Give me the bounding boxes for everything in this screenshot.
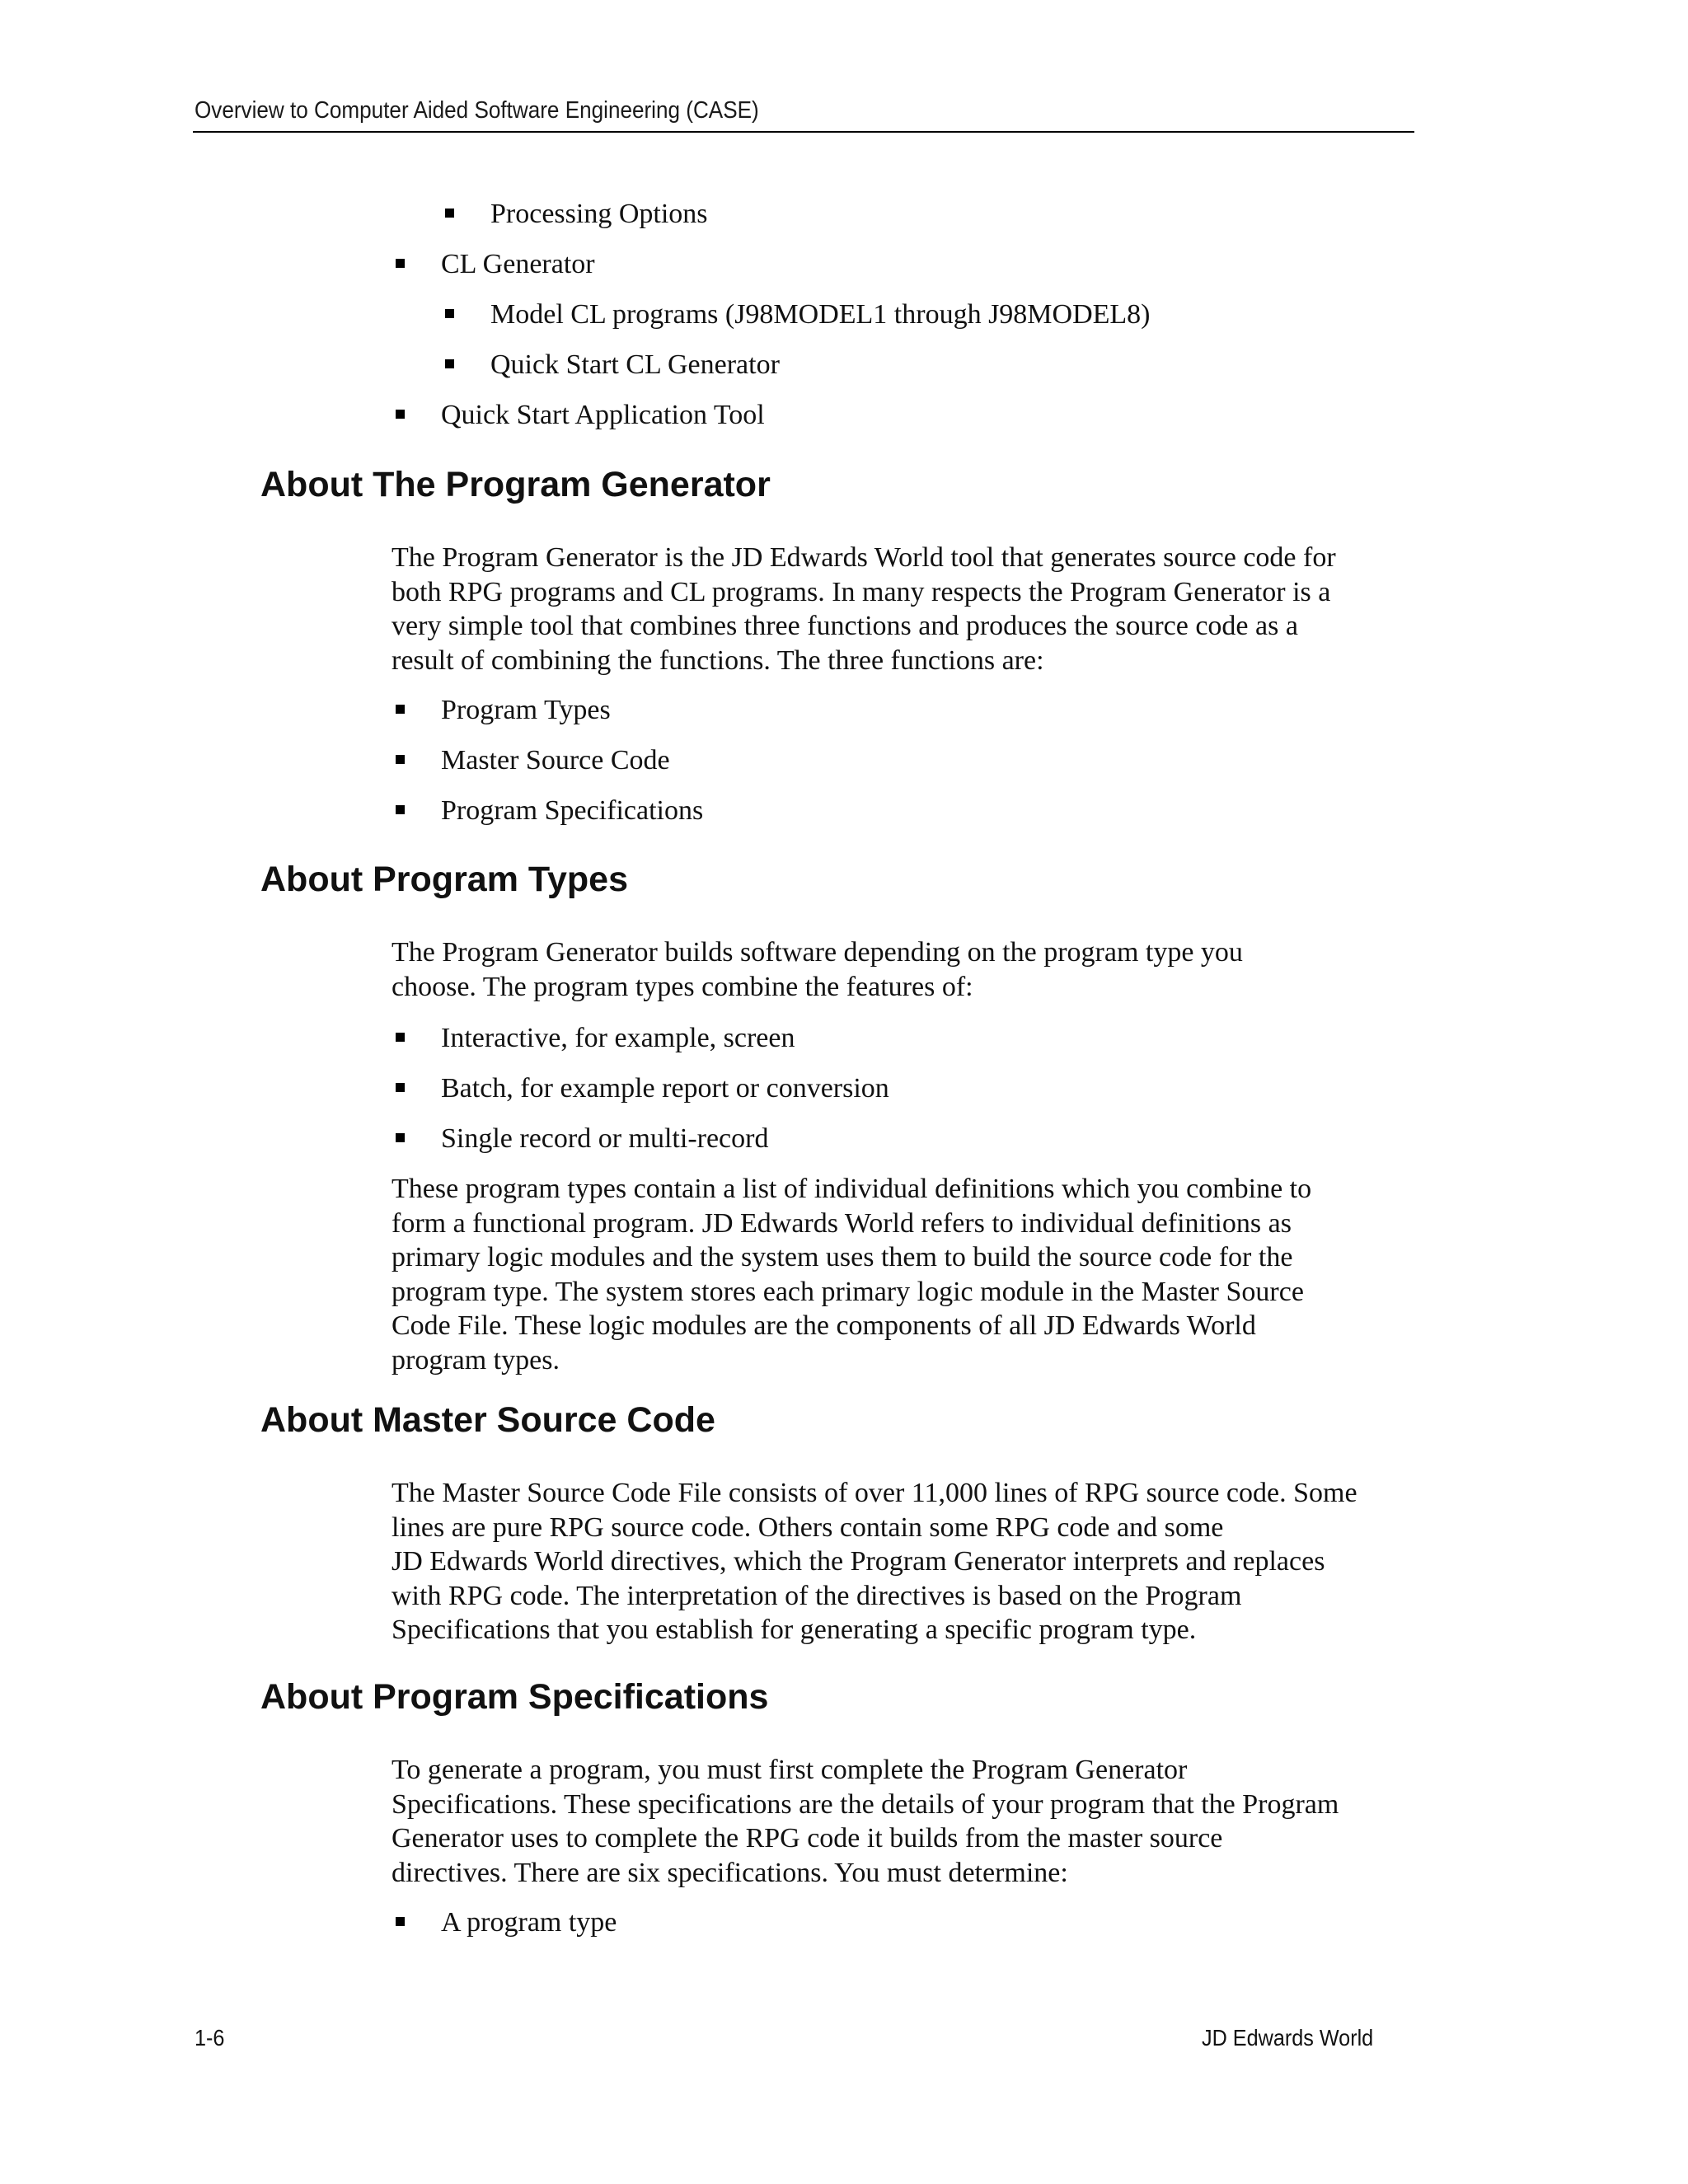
bullet-marker	[396, 805, 405, 814]
text-line: Generator uses to complete the RPG code it builds from the master source	[392, 1823, 1223, 1854]
list-item-label: Batch, for example report or conversion	[441, 1073, 889, 1104]
bullet-marker	[445, 209, 454, 218]
section-heading: About Program Types	[260, 860, 628, 899]
bullet-marker	[445, 309, 454, 318]
bullet-marker	[396, 1033, 405, 1042]
list-item-label: Program Specifications	[441, 795, 704, 826]
bullet-marker	[396, 410, 405, 419]
text-line: program type. The system stores each primary logic module in the Master Source	[392, 1276, 1304, 1307]
list-item-label: Quick Start Application Tool	[441, 400, 765, 430]
text-line: JD Edwards World directives, which the Program Generator interprets and replaces	[392, 1546, 1325, 1577]
header-rule	[193, 131, 1414, 133]
text-line: Specifications. These specifications are the details of your program that the Program	[392, 1788, 1339, 1820]
text-line: choose. The program types combine the features of:	[392, 971, 973, 1002]
list-item-label: Model CL programs (J98MODEL1 through J98MODEL8)	[490, 299, 1151, 330]
text-line: very simple tool that combines three functions and produces the source code as a	[392, 611, 1298, 641]
text-line: lines are pure RPG source code. Others contain some RPG code and some	[392, 1511, 1224, 1543]
paragraph	[392, 1172, 1422, 1377]
list-item-label: Processing Options	[490, 199, 708, 229]
list-item-label: Interactive, for example, screen	[441, 1023, 795, 1053]
bullet-marker	[396, 1917, 405, 1926]
text-line: both RPG programs and CL programs. In many respects the Program Generator is a	[392, 576, 1331, 607]
bullet-marker	[445, 359, 454, 368]
paragraph	[392, 1753, 1422, 1890]
text-line: result of combining the functions. The three functions are:	[392, 644, 1044, 676]
running-header: Overview to Computer Aided Software Engineering (CASE)	[195, 97, 759, 124]
bullet-marker	[396, 1083, 405, 1092]
text-line: form a functional program. JD Edwards World refers to individual definitions as	[392, 1207, 1292, 1239]
bullet-marker	[396, 755, 405, 764]
text-line: Code File. These logic modules are the components of all JD Edwards World	[392, 1310, 1256, 1341]
list-item-label: Program Types	[441, 695, 611, 725]
paragraph	[392, 1476, 1422, 1647]
section-heading: About Master Source Code	[260, 1400, 715, 1440]
text-line: The Program Generator builds software depending on the program type you	[392, 937, 1243, 968]
paragraph	[392, 935, 1422, 1004]
text-line: directives. There are six specifications. You must determine:	[392, 1857, 1068, 1888]
bullet-marker	[396, 1133, 405, 1142]
paragraph	[392, 541, 1422, 677]
list-item-label: A program type	[441, 1907, 617, 1938]
text-line: The Master Source Code File consists of over 11,000 lines of RPG source code. Some	[392, 1478, 1357, 1508]
text-line: with RPG code. The interpretation of the directives is based on the Program	[392, 1580, 1242, 1611]
section-heading: About Program Specifications	[260, 1677, 769, 1717]
bullet-marker	[396, 259, 405, 268]
section-heading: About The Program Generator	[260, 465, 771, 504]
text-line: The Program Generator is the JD Edwards World tool that generates source code for	[392, 542, 1336, 573]
text-line: primary logic modules and the system uses them to build the source code for the	[392, 1242, 1293, 1272]
text-line: Specifications that you establish for generating a specific program type.	[392, 1615, 1197, 1645]
list-item-label: Single record or multi-record	[441, 1123, 769, 1154]
text-line: program types.	[392, 1344, 560, 1376]
list-item-label: CL Generator	[441, 249, 595, 279]
bullet-marker	[396, 705, 405, 714]
text-line: These program types contain a list of individual definitions which you combine to	[392, 1174, 1312, 1204]
footer-product: JD Edwards World	[1202, 2025, 1374, 2050]
page-number: 1-6	[195, 2025, 225, 2050]
text-line: To generate a program, you must first complete the Program Generator	[392, 1755, 1188, 1785]
list-item-label: Master Source Code	[441, 745, 670, 776]
list-item-label: Quick Start CL Generator	[490, 349, 780, 380]
